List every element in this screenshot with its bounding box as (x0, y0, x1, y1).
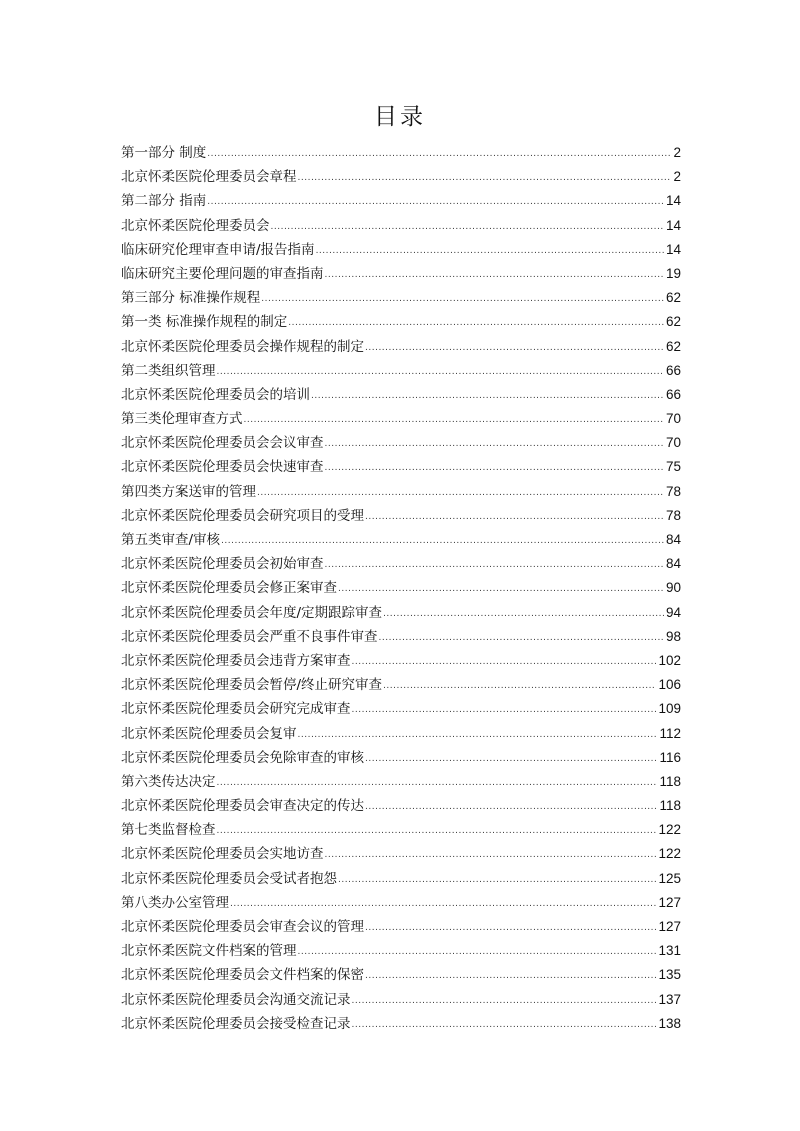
toc-dot-leader (298, 723, 658, 747)
toc-entry[interactable] (121, 189, 681, 213)
toc-page-number: 116 (659, 749, 681, 765)
toc-entry[interactable] (121, 601, 681, 625)
toc-entry-title: 第七类监督检查 (121, 822, 216, 839)
toc-dot-leader (379, 626, 664, 650)
toc-dot-leader (325, 843, 657, 867)
toc-entry-title: 第三部分 标准操作规程 (121, 290, 261, 307)
toc-entry-title: 北京怀柔医院伦理委员会修正案审查 (121, 580, 337, 597)
toc-entry[interactable] (121, 939, 681, 963)
toc-entry[interactable] (121, 552, 681, 576)
toc-dot-leader (338, 577, 664, 601)
toc-entry[interactable] (121, 818, 681, 842)
toc-entry-title: 北京怀柔医院伦理委员会会议审查 (121, 435, 324, 452)
toc-dot-leader (325, 432, 664, 456)
toc-dot-leader (244, 408, 664, 432)
toc-dot-leader (365, 747, 657, 771)
toc-page-number: 78 (665, 507, 681, 523)
toc-entry-title: 北京怀柔医院伦理委员会章程 (121, 169, 297, 186)
toc-entry[interactable] (121, 673, 681, 697)
toc-page-number: 109 (658, 701, 681, 717)
toc-page-number: 112 (659, 725, 681, 741)
toc-entry-title: 北京怀柔医院伦理委员会年度/定期跟踪审查 (121, 604, 383, 621)
toc-page-number: 125 (658, 870, 681, 886)
toc-entry[interactable] (121, 1012, 681, 1036)
toc-page-number: 19 (665, 265, 681, 281)
toc-page-number: 138 (658, 1015, 681, 1031)
toc-entry-title: 北京怀柔医院伦理委员会操作规程的制定 (121, 338, 364, 355)
page-title: 目录 (374, 104, 426, 130)
toc-page-number: 66 (665, 386, 681, 402)
toc-entry[interactable] (121, 214, 681, 238)
toc-dot-leader (217, 771, 658, 795)
toc-page-number: 66 (665, 362, 681, 378)
toc-dot-leader (365, 916, 656, 940)
toc-page-number: 70 (665, 435, 681, 451)
toc-dot-leader (221, 529, 664, 553)
toc-page-number: 127 (658, 894, 681, 910)
toc-entry[interactable] (121, 528, 681, 552)
toc-entry[interactable] (121, 794, 681, 818)
toc-entry-title: 北京怀柔医院伦理委员会受试者抱怨 (121, 870, 337, 887)
toc-entry[interactable] (121, 988, 681, 1012)
toc-dot-leader (352, 1013, 657, 1037)
toc-page-number: 102 (658, 652, 681, 668)
toc-entry[interactable] (121, 915, 681, 939)
toc-dot-leader (325, 553, 664, 577)
toc-page-number: 14 (665, 217, 681, 233)
toc-page-number: 2 (673, 169, 681, 185)
toc-entry[interactable] (121, 770, 681, 794)
toc-dot-leader (365, 336, 664, 360)
toc-entry-title: 北京怀柔医院伦理委员会初始审查 (121, 556, 324, 573)
toc-entry[interactable] (121, 335, 681, 359)
toc-page-number: 14 (665, 193, 681, 209)
toc-entry[interactable] (121, 625, 681, 649)
toc-entry[interactable] (121, 480, 681, 504)
toc-dot-leader (217, 360, 664, 384)
toc-dot-leader (271, 215, 664, 239)
toc-page-number: 2 (673, 145, 681, 160)
toc-entry-title: 北京怀柔医院伦理委员会文件档案的保密 (121, 967, 364, 984)
toc-page-number: 106 (658, 677, 681, 693)
toc-dot-leader (257, 481, 664, 505)
toc-page-number: 75 (665, 459, 681, 475)
table-of-contents (121, 141, 681, 1036)
toc-page-number: 84 (665, 556, 681, 572)
toc-entry[interactable] (121, 262, 681, 286)
toc-entry[interactable] (121, 455, 681, 479)
toc-entry-title: 第六类传达决定 (121, 773, 216, 790)
toc-entry[interactable] (121, 165, 681, 189)
toc-page-number: 78 (665, 483, 681, 499)
toc-entry-title: 北京怀柔医院伦理委员会的培训 (121, 386, 310, 403)
toc-entry[interactable] (121, 431, 681, 455)
toc-entry-title: 第一部分 制度 (121, 145, 207, 161)
toc-page-number: 94 (665, 604, 681, 620)
toc-entry-title: 北京怀柔医院伦理委员会审查会议的管理 (121, 919, 364, 935)
toc-entry-title: 北京怀柔医院伦理委员会接受检查记录 (121, 1015, 351, 1032)
toc-dot-leader (325, 456, 664, 480)
toc-dot-leader (298, 940, 657, 964)
toc-page-number: 90 (665, 580, 681, 596)
toc-page-number: 14 (665, 241, 681, 257)
toc-entry-title: 北京怀柔医院伦理委员会暂停/终止研究审查 (121, 677, 383, 694)
toc-dot-leader (352, 989, 657, 1013)
toc-dot-leader (352, 650, 657, 674)
toc-entry-title: 第二类组织管理 (121, 362, 216, 379)
toc-entry[interactable] (121, 238, 681, 262)
toc-page-number: 127 (658, 919, 681, 934)
toc-page-number: 137 (658, 991, 681, 1007)
toc-entry[interactable] (121, 359, 681, 383)
toc-dot-leader (311, 384, 664, 408)
toc-entry[interactable] (121, 867, 681, 891)
toc-entry-title: 北京怀柔医院伦理委员会研究项目的受理 (121, 507, 364, 524)
toc-page-number: 62 (665, 314, 681, 330)
toc-entry-title: 第五类审查/审核 (121, 532, 221, 548)
toc-entry-title: 北京怀柔医院伦理委员会沟通交流记录 (121, 991, 351, 1008)
toc-page-number: 118 (659, 773, 681, 789)
toc-entry-title: 北京怀柔医院伦理委员会复审 (121, 725, 297, 742)
toc-entry[interactable] (121, 649, 681, 673)
toc-entry-title: 北京怀柔医院伦理委员会违背方案审查 (121, 652, 351, 669)
toc-page-number: 131 (658, 943, 681, 959)
toc-page-number: 70 (665, 411, 681, 427)
toc-page-number: 118 (659, 798, 681, 814)
toc-entry[interactable] (121, 141, 681, 165)
toc-entry[interactable] (121, 286, 681, 310)
toc-entry-title: 北京怀柔医院伦理委员会免除审查的审核 (121, 749, 364, 766)
toc-page-number: 122 (658, 822, 681, 838)
toc-entry-title: 第八类办公室管理 (121, 894, 229, 911)
toc-entry[interactable] (121, 963, 681, 987)
toc-dot-leader (316, 239, 664, 263)
toc-dot-leader (352, 698, 657, 722)
toc-entry[interactable] (121, 383, 681, 407)
toc-dot-leader (230, 892, 656, 916)
toc-page-number: 62 (665, 338, 681, 354)
toc-entry[interactable] (121, 310, 681, 334)
toc-dot-leader (207, 190, 664, 214)
toc-entry-title: 北京怀柔医院文件档案的管理 (121, 943, 297, 960)
toc-entry-title: 北京怀柔医院伦理委员会实地访查 (121, 846, 324, 863)
toc-entry-title: 北京怀柔医院伦理委员会快速审查 (121, 459, 324, 476)
toc-dot-leader (383, 602, 664, 626)
toc-entry[interactable] (121, 576, 681, 600)
toc-entry[interactable] (121, 891, 681, 915)
toc-dot-leader (365, 964, 656, 988)
toc-entry[interactable] (121, 504, 681, 528)
toc-entry-title: 临床研究伦理审查申请/报告指南 (121, 241, 315, 258)
toc-dot-leader (325, 263, 664, 287)
toc-dot-leader (217, 819, 657, 843)
toc-dot-leader (288, 311, 664, 335)
toc-page-number: 62 (665, 290, 681, 306)
toc-entry-title: 第二部分 指南 (121, 193, 207, 210)
toc-entry[interactable] (121, 697, 681, 721)
toc-entry-title: 临床研究主要伦理问题的审查指南 (121, 265, 324, 282)
toc-entry-title: 北京怀柔医院伦理委员会 (121, 217, 270, 234)
toc-entry[interactable] (121, 746, 681, 770)
toc-dot-leader (338, 868, 656, 892)
toc-dot-leader (365, 795, 657, 819)
toc-page-number: 98 (665, 628, 681, 644)
toc-entry-title: 第三类伦理审查方式 (121, 411, 243, 428)
toc-entry-title: 第一类 标准操作规程的制定 (121, 314, 288, 331)
toc-dot-leader (383, 674, 656, 698)
toc-entry-title: 北京怀柔医院伦理委员会研究完成审查 (121, 701, 351, 718)
toc-entry[interactable] (121, 407, 681, 431)
toc-dot-leader (365, 505, 664, 529)
toc-dot-leader (207, 142, 671, 166)
toc-dot-leader (298, 166, 672, 190)
toc-entry[interactable] (121, 842, 681, 866)
toc-entry-title: 第四类方案送审的管理 (121, 483, 256, 500)
toc-entry[interactable] (121, 722, 681, 746)
toc-page-number: 122 (658, 846, 681, 862)
toc-dot-leader (261, 287, 664, 311)
toc-page-number: 84 (665, 532, 681, 547)
toc-page-number: 135 (658, 967, 681, 983)
toc-entry-title: 北京怀柔医院伦理委员会审查决定的传达 (121, 798, 364, 815)
toc-entry-title: 北京怀柔医院伦理委员会严重不良事件审查 (121, 628, 378, 645)
